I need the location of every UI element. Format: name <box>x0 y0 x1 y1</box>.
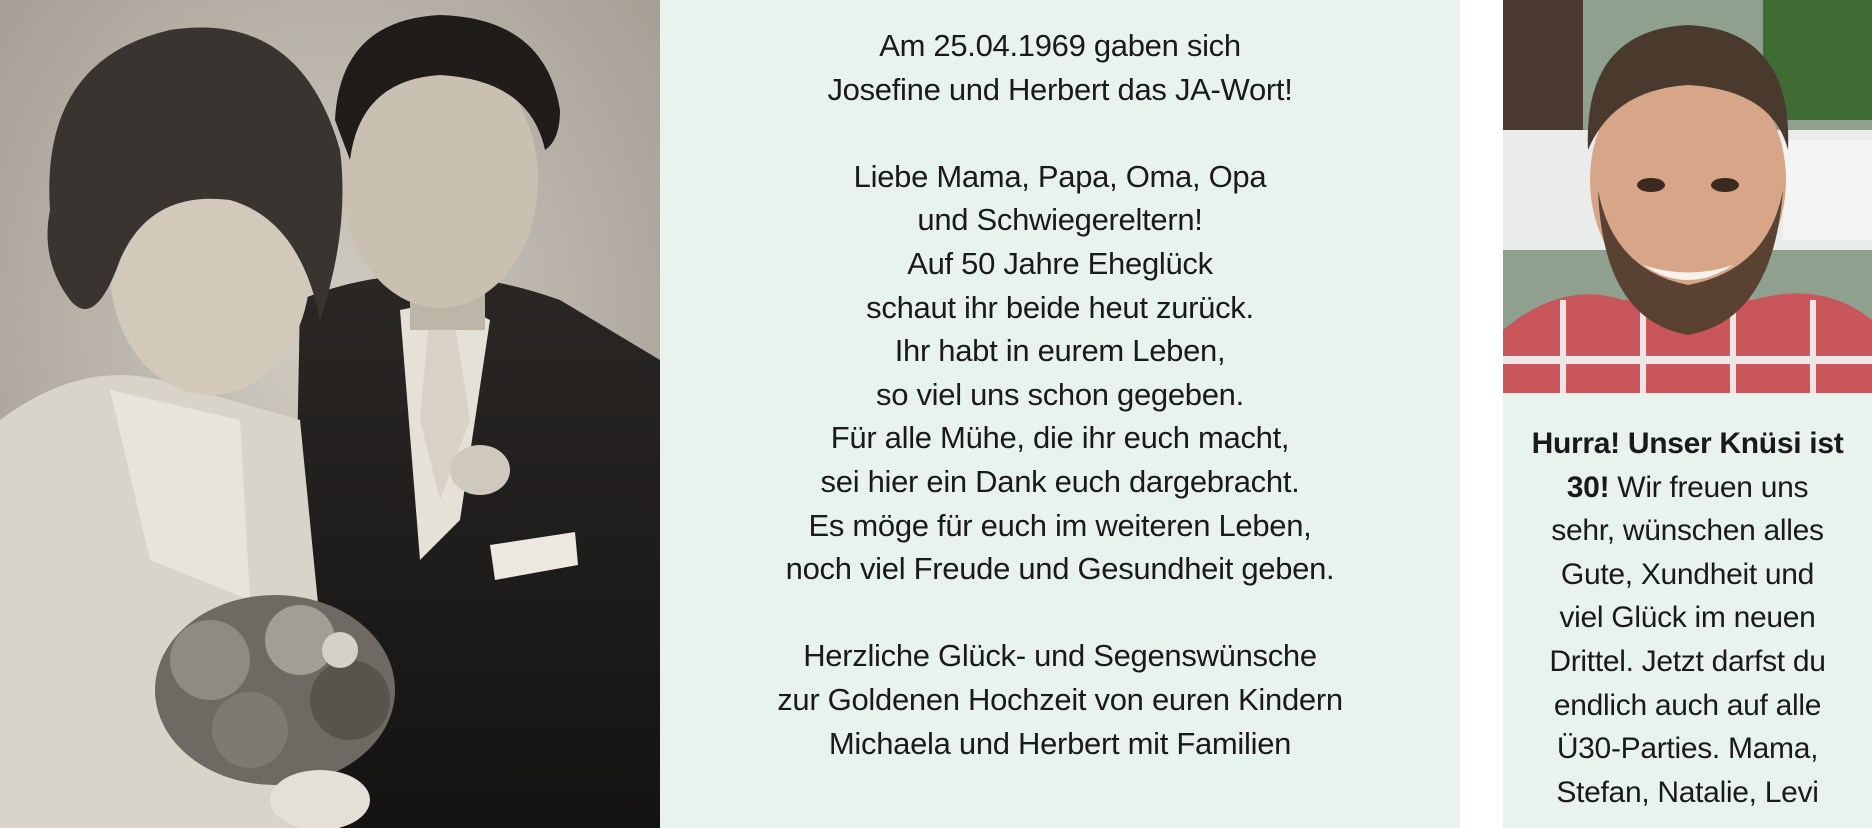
birthday-age: 30! <box>1566 470 1610 504</box>
birthday-line: Stefan, Natalie, Levi <box>1556 775 1819 809</box>
poem-line: Liebe Mama, Papa, Oma, Opa <box>853 158 1267 194</box>
poem-line: noch viel Freude und Gesundheit geben. <box>785 551 1335 587</box>
portrait-photo <box>1503 0 1872 393</box>
birthday-line: sehr, wünschen alles <box>1551 514 1824 548</box>
poem-line: Am 25.04.1969 gaben sich <box>879 28 1241 63</box>
poem-line: sei hier ein Dank euch dargebracht. <box>820 463 1300 499</box>
couple-photo <box>0 0 660 828</box>
birthday-line: Drittel. Jetzt darfst du <box>1549 644 1826 678</box>
birthday-line: endlich auch auf alle <box>1553 688 1822 722</box>
poem-line: Für alle Mühe, die ihr euch macht, <box>830 420 1290 456</box>
anniversary-text-panel <box>660 0 1460 828</box>
poem-line: und Schwiegereltern! <box>917 202 1203 238</box>
poem-line: Herzliche Glück- und Segenswünsche <box>803 638 1317 674</box>
couple-photo-drawing <box>0 0 660 828</box>
poem-line: Ihr habt in eurem Leben, <box>894 333 1226 369</box>
poem-line: so viel uns schon gegeben. <box>876 376 1244 412</box>
paragraph-gap <box>660 111 1460 155</box>
birthday-line: Ü30-Parties. Mama, <box>1556 732 1819 766</box>
poem-line: Auf 50 Jahre Eheglück <box>907 245 1213 281</box>
poem-line: Michaela und Herbert mit Familien <box>828 725 1292 761</box>
birthday-headline: Hurra! Unser Knüsi ist <box>1531 427 1844 460</box>
anniversary-poem <box>660 24 1460 765</box>
birthday-line <box>1503 466 1872 510</box>
paragraph-gap <box>660 591 1460 635</box>
portrait-photo-drawing <box>1503 0 1872 393</box>
poem-line: zur Goldenen Hochzeit von euren Kindern <box>777 681 1343 717</box>
birthday-line: viel Glück im neuen <box>1559 601 1816 635</box>
birthday-text-panel <box>1503 393 1872 828</box>
poem-line: Josefine und Herbert das JA-Wort! <box>827 71 1293 107</box>
poem-line: schaut ihr beide heut zurück. <box>866 289 1254 325</box>
poem-line: Es möge für euch im weiteren Leben, <box>808 507 1312 543</box>
birthday-line: Gute, Xundheit und <box>1560 557 1815 591</box>
birthday-line-text: Wir freuen uns <box>1609 470 1809 504</box>
